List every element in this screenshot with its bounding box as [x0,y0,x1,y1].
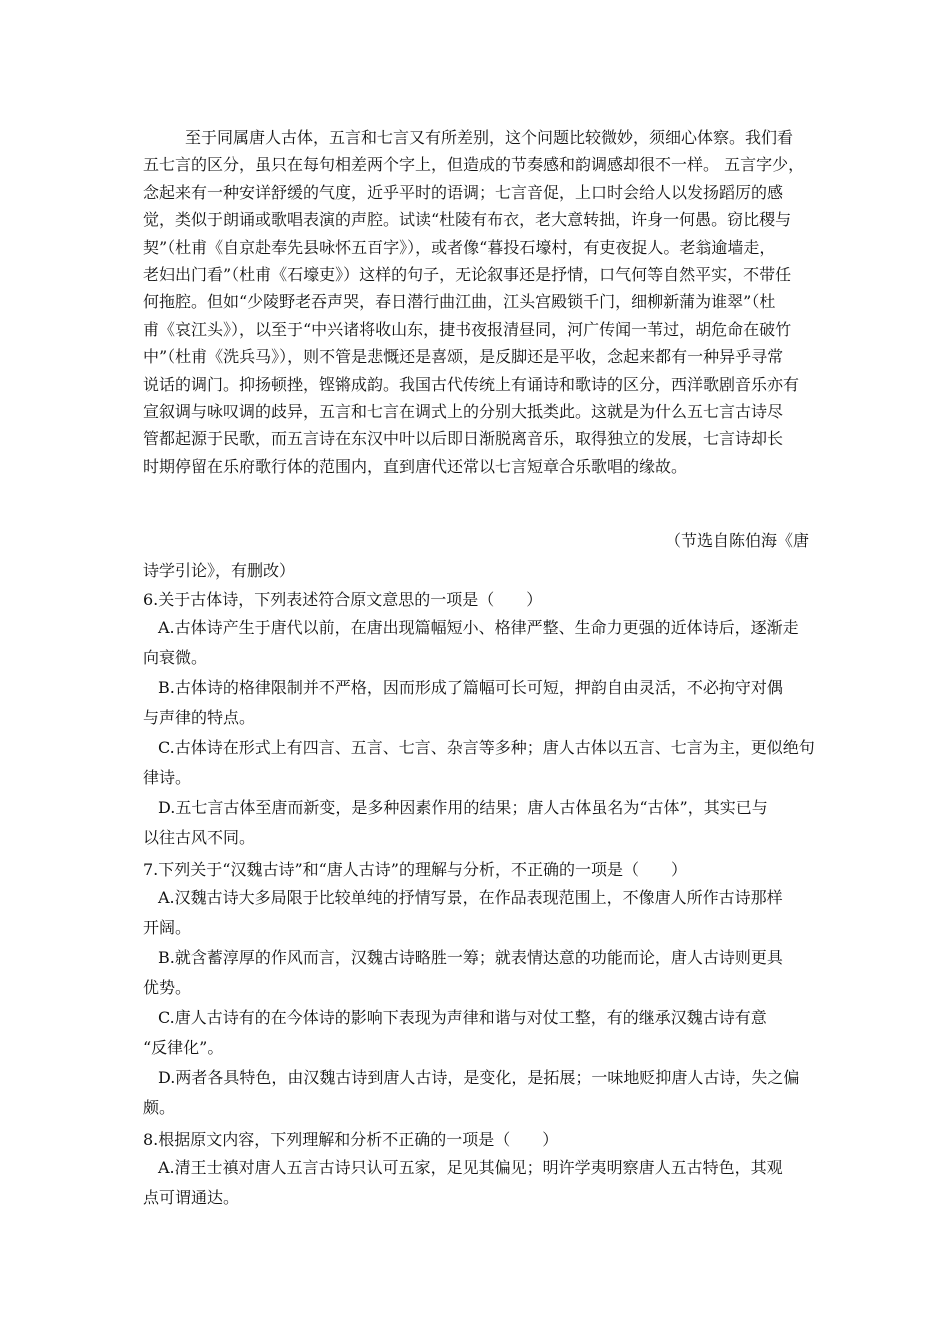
question-stem: 6.关于古体诗，下列表述符合原文意思的一项是（ ） [143,590,543,609]
question-7 [143,856,809,1123]
question-stem: 8.根据原文内容，下列理解和分析不正确的一项是（ ） [143,1130,559,1149]
option-d [143,1063,809,1123]
option-text: C.古体诗在形式上有四言、五言、七言、杂言等多种；唐人古体以五言、七言为主，更似绝句 [158,738,815,757]
question-6 [143,586,815,853]
option-text-cont: 向衰微。 [143,648,208,667]
question-8 [143,1126,809,1213]
passage-line: 甫《哀江头》），以至于“中兴诸将收山东，捷书夜报清昼同，河广传闻一苇过，胡危命在破竹 [143,319,792,339]
option-a [143,613,809,673]
passage-line: 时期停留在乐府歌行体的范围内，直到唐代还常以七言短章合乐歌唱的缘故。 [143,456,688,476]
option-text: A.汉魏古诗大多局限于比较单纯的抒情写景，在作品表现范围上，不像唐人所作古诗那样 [158,888,783,907]
option-text-cont: 律诗。 [143,768,192,787]
option-text-cont: “反律化”。 [143,1038,224,1057]
option-c [143,733,815,793]
option-text: C.唐人古诗有的在今体诗的影响下表现为声律和谐与对仗工整，有的继承汉魏古诗有意 [158,1008,767,1027]
option-text: A.清王士禛对唐人五言古诗只认可五家，足见其偏见；明许学夷明察唐人五古特色，其观 [158,1158,783,1177]
source-citation: （节选自陈伯海《唐 [664,531,809,550]
passage-line: 老妇出门看”（杜甫《石壕吏》）这样的句子，无论叙事还是抒情，口气何等自然平实，不带任 [143,264,792,284]
option-b [143,673,809,733]
passage-line: 宣叙调与咏叹调的歧异，五言和七言在调式上的分别大抵类此。这就是为什么五七言古诗尽 [143,401,784,421]
passage-line: 至于同属唐人古体，五言和七言又有所差别，这个问题比较微妙，须细心体察。我们看 [185,128,794,147]
option-text: D.两者各具特色，由汉魏古诗到唐人古诗，是变化，是拓展；一味地贬抑唐人古诗，失之偏 [158,1068,800,1087]
option-text-cont: 颇。 [143,1098,176,1117]
option-text-cont: 点可谓通达。 [143,1188,240,1207]
option-a [143,1153,809,1213]
option-d [143,793,809,853]
passage-line: 说话的调门。抑扬顿挫，铿锵成韵。我国古代传统上有诵诗和歌诗的区分，西洋歌剧音乐亦有 [143,374,800,394]
option-text-cont: 优势。 [143,978,192,997]
passage-line: 觉，类似于朗诵或歌唱表演的声腔。试读“杜陵有布衣，老大意转拙，许身一何愚。窃比稷与 [143,210,792,230]
option-text: B.古体诗的格律限制并不严格，因而形成了篇幅可长可短，押韵自由灵活，不必拘守对偶 [158,678,783,697]
option-a [143,883,809,943]
passage-line: 管都起源于民歌，而五言诗在东汉中叶以后即日渐脱离音乐，取得独立的发展，七言诗却长 [143,429,784,449]
passage-line: 五七言的区分，虽只在每句相差两个字上，但造成的节奏感和韵调感却很不一样。 五言字少， [143,155,805,175]
option-text-cont: 以往古风不同。 [143,828,256,847]
passage-line: 契”（杜甫《自京赴奉先县咏怀五百字》），或者像“暮投石壕村，有吏夜捉人。老翁逾墙走， [143,237,776,257]
option-text: A.古体诗产生于唐代以前，在唐出现篇幅短小、格律严整、生命力更强的近体诗后，逐渐走 [158,618,799,637]
option-text-cont: 开阔。 [143,918,192,937]
passage-paragraph [143,124,809,480]
question-stem: 7.下列关于“汉魏古诗”和“唐人古诗”的理解与分析，不正确的一项是（ ） [143,860,687,879]
source-citation-cont: 诗学引论》，有删改） [143,561,296,580]
passage-line: 何拖腔。但如“少陵野老吞声哭，春日潜行曲江曲，江头宫殿锁千门，细柳新蒲为谁翠”（杜 [143,292,776,312]
option-b [143,943,809,1003]
passage-line: 念起来有一种安详舒缓的气度，近乎平时的语调；七言音促，上口时会给人以发扬蹈厉的感 [143,182,784,202]
option-text: D.五七言古体至唐而新变，是多种因素作用的结果；唐人古体虽名为“古体”，其实已与 [158,798,768,817]
passage-line: 中”（杜甫《洗兵马》），则不管是悲慨还是喜颂，是反脚还是平收，念起来都有一种异乎寻常 [143,347,784,367]
option-c [143,1003,809,1063]
option-text: B.就含蓄淳厚的作风而言，汉魏古诗略胜一筹；就表情达意的功能而论，唐人古诗则更具 [158,948,783,967]
option-text-cont: 与声律的特点。 [143,708,256,727]
